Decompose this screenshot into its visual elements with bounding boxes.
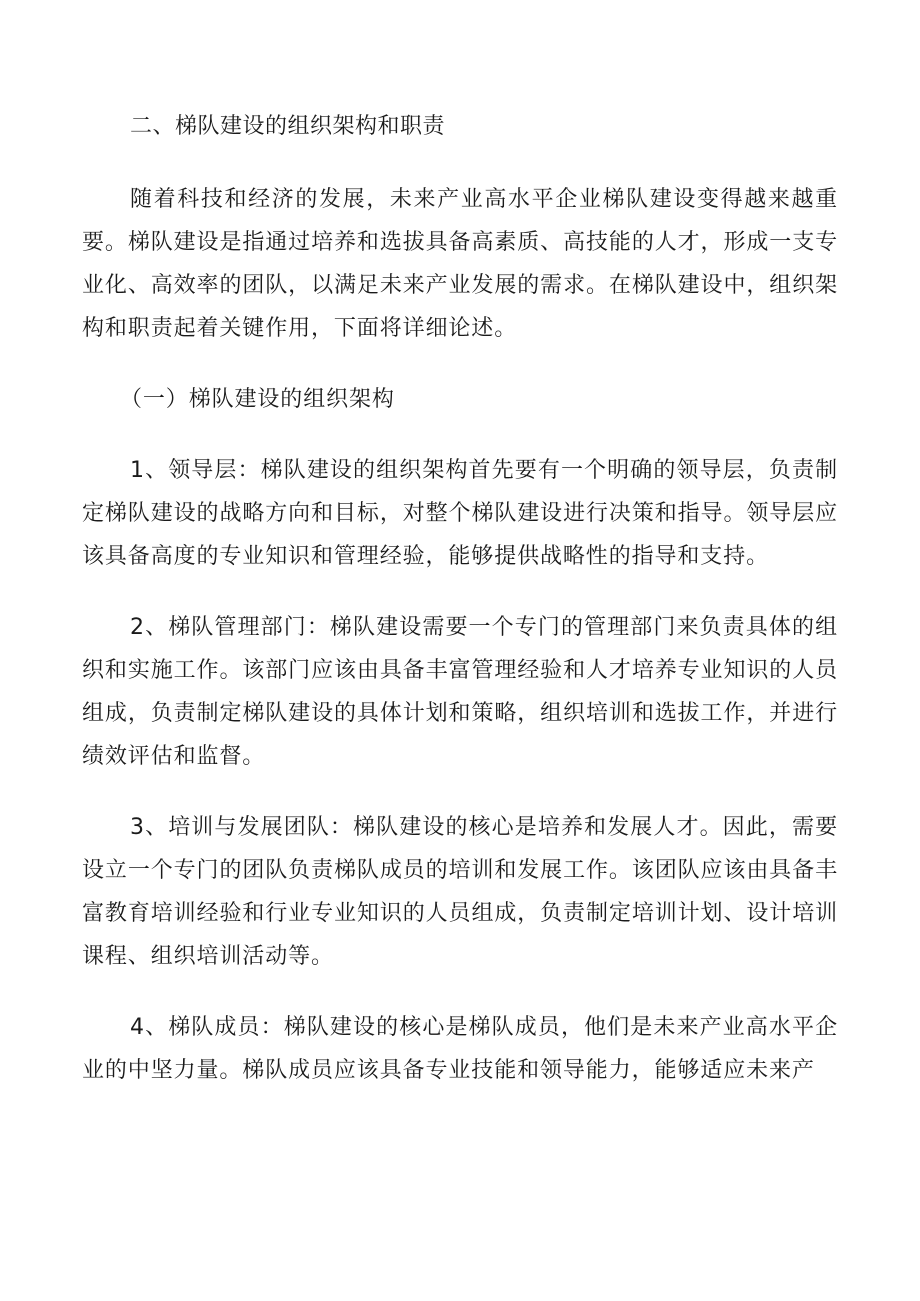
document-page — [82, 104, 838, 1092]
list-item-management-dept: 2、梯队管理部门：梯队建设需要一个专门的管理部门来负责具体的组织和实施工作。该部门应该由具备丰富管理经验和人才培养专业知识的人员组成，负责制定梯队建设的具体计划和策略，组织培训和选拔工作，并进行绩效评估和监督。 — [82, 615, 838, 769]
list-item-training-team: 3、培训与发展团队：梯队建设的核心是培养和发展人才。因此，需要设立一个专门的团队负责梯队成员的培训和发展工作。该团队应该由具备丰富教育培训经验和行业专业知识的人员组成，负责制定培训计划、设计培训课程、组织培训活动等。 — [82, 815, 838, 969]
intro-paragraph: 随着科技和经济的发展，未来产业高水平企业梯队建设变得越来越重要。梯队建设是指通过培养和选拔具备高素质、高技能的人才，形成一支专业化、高效率的团队，以满足未来产业发展的需求。在梯队建设中，组织架构和职责起着关键作用，下面将详细论述。 — [82, 187, 838, 341]
section-heading: 二、梯队建设的组织架构和职责 — [130, 114, 446, 139]
subsection-heading: （一）梯队建设的组织架构 — [120, 387, 395, 412]
list-item-members: 4、梯队成员：梯队建设的核心是梯队成员，他们是未来产业高水平企业的中坚力量。梯队成员应该具备专业技能和领导能力，能够适应未来产 — [82, 1015, 838, 1083]
list-item-leadership: 1、领导层：梯队建设的组织架构首先要有一个明确的领导层，负责制定梯队建设的战略方向和目标，对整个梯队建设进行决策和指导。领导层应该具备高度的专业知识和管理经验，能够提供战略性的指导和支持。 — [82, 458, 838, 569]
